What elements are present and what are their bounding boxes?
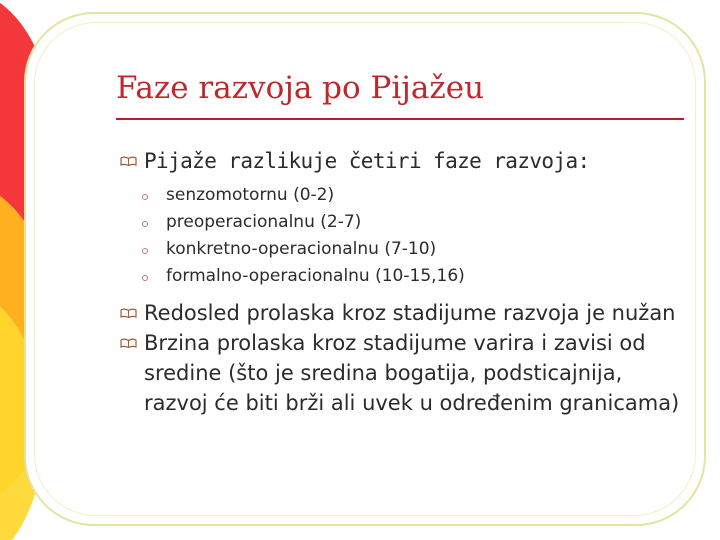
bullet-text: Brzina prolaska kroz stadijume varira i zavisi od sredine (što je sredina bogatija, podsticajnija, razvoj će biti brži ali uvek u određenim granicama) [144,331,680,415]
small-circle-icon [142,221,148,227]
sub-bullet-item [120,236,680,263]
bullet-item [120,328,680,418]
small-circle-icon [142,248,148,254]
bullet-text: Redosled prolaska kroz stadijume razvoja je nužan [144,301,676,325]
sub-bullet-text: formalno-operacionalnu (10-15,16) [166,266,465,286]
sub-bullet-text: preoperacionalnu (2-7) [166,212,362,232]
bullet-item [120,146,680,176]
open-book-icon [120,338,137,348]
sub-bullet-item [120,209,680,236]
small-circle-icon [142,194,148,200]
bullet-text: Pijaže razlikuje četiri faze razvoja: [144,149,590,173]
title-underline [116,118,684,120]
slide-title: Faze razvoja po Pijažeu [116,70,485,106]
sub-bullet-text: konkretno-operacionalnu (7-10) [166,239,437,259]
sub-bullet-item [120,182,680,209]
sub-bullet-text: senzomotornu (0-2) [166,185,335,205]
sub-bullet-item [120,263,680,290]
bullet-list [120,146,680,418]
open-book-icon [120,308,137,318]
sub-bullet-list [120,182,680,290]
small-circle-icon [142,275,148,281]
bullet-item [120,298,680,328]
open-book-icon [120,156,137,166]
